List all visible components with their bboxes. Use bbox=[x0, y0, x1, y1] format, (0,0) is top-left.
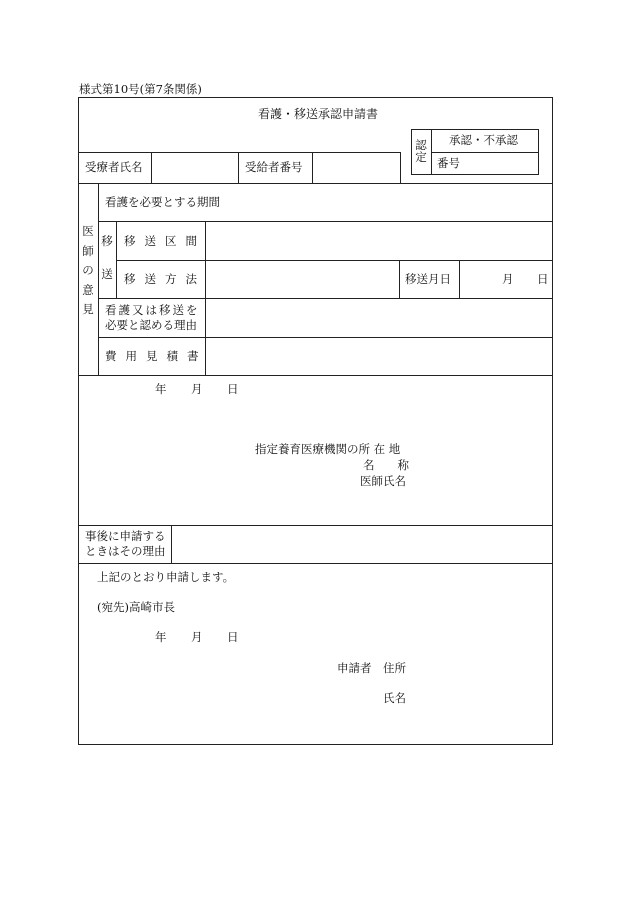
cost-estimate-label: 費用見積書 bbox=[105, 349, 208, 363]
transport-method-label: 移送方法 bbox=[124, 272, 206, 286]
late-reason-field[interactable] bbox=[172, 526, 552, 562]
institution-day-label: 日 bbox=[227, 382, 239, 396]
institution-month-label: 月 bbox=[191, 382, 203, 396]
reason-label-line2: 必要と認める理由 bbox=[105, 318, 197, 332]
recipient-number-label: 受給者番号 bbox=[245, 160, 303, 174]
transport-side-label: 移 送 bbox=[101, 234, 113, 281]
applicant-address-label: 住所 bbox=[383, 661, 406, 675]
addressee: (宛先)高崎市長 bbox=[97, 600, 175, 614]
cost-estimate-field[interactable] bbox=[206, 338, 552, 374]
late-reason-label-line1: 事後に申請する bbox=[85, 529, 166, 543]
institution-year-label: 年 bbox=[155, 382, 167, 396]
nursing-period-label: 看護を必要とする期間 bbox=[105, 195, 220, 209]
transport-date-label: 移送月日 bbox=[405, 272, 451, 286]
application-statement: 上記のとおり申請します。 bbox=[97, 570, 235, 584]
patient-name-field[interactable] bbox=[152, 153, 237, 182]
late-reason-label-line2: ときはその理由 bbox=[85, 544, 166, 558]
institution-name-label: 名 称 bbox=[363, 458, 409, 472]
application-month-label: 月 bbox=[191, 630, 203, 644]
reason-field[interactable] bbox=[206, 299, 552, 336]
applicant-label: 申請者 bbox=[337, 661, 372, 675]
institution-address-label: 指定養育医療機関の所 在 地 bbox=[255, 442, 401, 456]
reason-label-line1: 看護又は移送を bbox=[105, 303, 200, 317]
application-day-label: 日 bbox=[227, 630, 239, 644]
form-number: 様式第10号(第7条関係) bbox=[79, 82, 202, 96]
transport-day-label: 日 bbox=[537, 272, 549, 286]
approval-status-label: 承認・不承認 bbox=[449, 133, 518, 147]
approval-number-label: 番号 bbox=[437, 156, 460, 170]
transport-month-label: 月 bbox=[502, 272, 514, 286]
transport-section-label: 移送区間 bbox=[124, 234, 206, 248]
form-title: 看護・移送承認申請書 bbox=[258, 107, 379, 121]
transport-section-field[interactable] bbox=[206, 222, 552, 259]
recipient-number-field[interactable] bbox=[313, 153, 399, 182]
patient-name-label: 受療者氏名 bbox=[85, 160, 143, 174]
transport-method-field[interactable] bbox=[206, 261, 398, 297]
application-year-label: 年 bbox=[155, 630, 167, 644]
applicant-name-label: 氏名 bbox=[383, 691, 406, 705]
doctor-opinion-side-label: 医 師 の 意 見 bbox=[82, 224, 94, 316]
approval-side-label: 認定 bbox=[415, 138, 427, 164]
doctor-name-label: 医師氏名 bbox=[360, 474, 406, 488]
nursing-period-field[interactable] bbox=[260, 184, 552, 220]
